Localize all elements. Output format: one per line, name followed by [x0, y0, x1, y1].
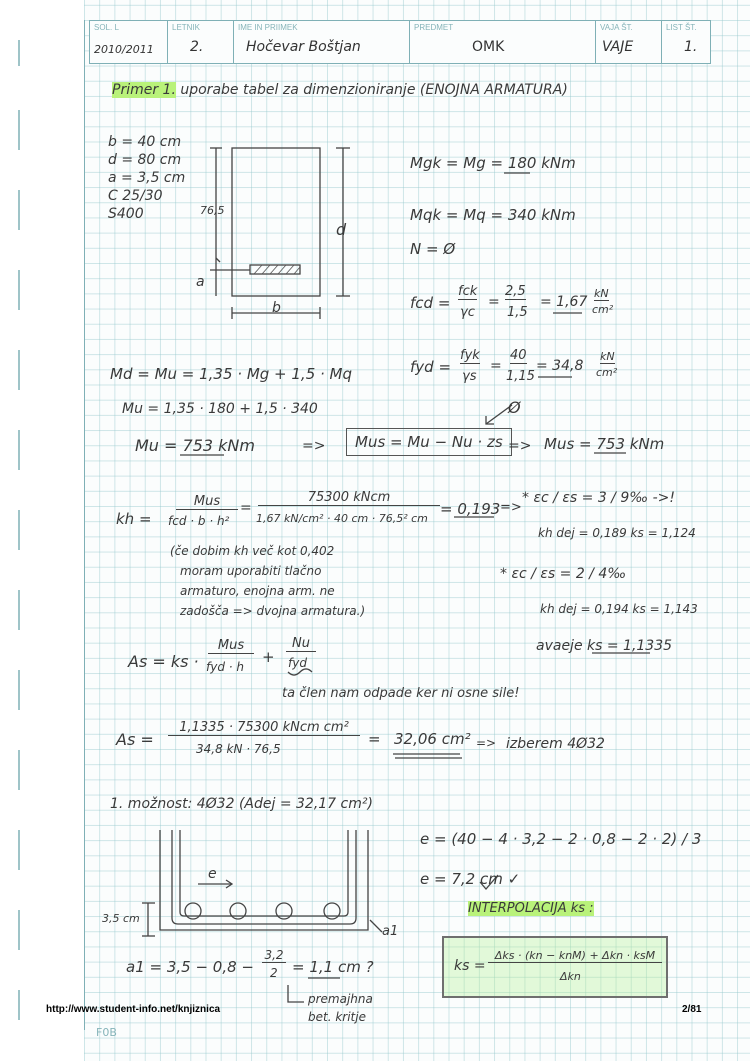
- fcd-lhs: fcd =: [410, 294, 451, 312]
- mu-calc: Mu = 1,35 · 180 + 1,5 · 340: [122, 401, 318, 417]
- header-letnik-value: 2.: [190, 39, 204, 55]
- spacing-e-label: e: [208, 866, 217, 882]
- dim-a-label: a: [196, 274, 205, 290]
- a1-note-2: bet. kritje: [308, 1010, 366, 1024]
- interp-formula-box: [442, 936, 668, 998]
- as-num2: Nu: [286, 636, 316, 652]
- mu-result: Mu = 753 kNm: [135, 436, 255, 455]
- as-den: fyd · h: [206, 660, 244, 674]
- note-line-4: zadošča => dvojna armatura.): [180, 604, 366, 618]
- as-calc-num: 1,1335 · 75300 kNcm cm²: [168, 720, 360, 736]
- footer-url[interactable]: http://www.student-info.net/knjiznica: [46, 1004, 221, 1015]
- fcd-num1: fck: [458, 284, 478, 299]
- header-ime-value: Hočevar Boštjan: [246, 39, 361, 55]
- given-steel: S400: [108, 206, 144, 222]
- interp-note-4: kh dej = 0,194 ks = 1,143: [540, 602, 698, 616]
- mus-result: Mus = 753 kNm: [544, 435, 665, 453]
- interp-title-text: INTERPOLACIJA ks :: [468, 901, 594, 916]
- dim-b-label: b: [272, 300, 281, 316]
- interp-note-2: kh dej = 0,189 ks = 1,124: [538, 526, 696, 540]
- kh-den2: 1,67 kN/cm² · 40 cm · 76,5² cm: [256, 512, 428, 525]
- header-vaja-label: VAJA ŠT.: [600, 23, 633, 32]
- interp-note-3: * εc / εs = 2 / 4‰: [500, 566, 627, 582]
- fcd-num2: 2,5: [505, 284, 526, 299]
- title-rest: uporabe tabel za dimenzioniranje (ENOJNA ARMATURA): [180, 82, 568, 98]
- arrow-1: =>: [302, 438, 326, 454]
- kh-num2: 75300 kNcm: [258, 490, 440, 506]
- given-d: d = 80 cm: [108, 152, 182, 168]
- as-plus: +: [262, 648, 275, 666]
- interp-num: Δks · (kn − knM) + Δkn · ksM: [488, 949, 662, 963]
- load-mgk: Mgk = Mg = 180 kNm: [410, 154, 576, 172]
- fcd-unit-den: cm²: [592, 303, 614, 316]
- fyd-den2: 1,15: [506, 369, 535, 384]
- as-calc-arrow: =>: [476, 736, 497, 750]
- fyd-eq: =: [490, 358, 502, 374]
- fcd-den2: 1,5: [507, 305, 528, 320]
- fcd-result: = 1,67: [540, 294, 588, 310]
- note-line-1: (če dobim kh več kot 0,402: [170, 544, 335, 558]
- as-lhs: As = ks ·: [128, 652, 199, 671]
- zero-mark: Ø: [508, 398, 521, 417]
- fyd-lhs: fyd =: [410, 358, 452, 376]
- given-a: a = 3,5 cm: [108, 170, 186, 186]
- corner-mark: F0B: [96, 1026, 117, 1039]
- kh-den: fcd · b · h²: [168, 514, 230, 528]
- e-result: e = 7,2 cm ✓: [420, 870, 521, 888]
- fcd-den1: γc: [460, 305, 475, 320]
- interp-note-5: avaeje ks = 1,1335: [536, 638, 673, 654]
- option-line: 1. možnost: 4Ø32 (Adej = 32,17 cm²): [110, 796, 373, 812]
- header-predmet-value: OMK: [472, 39, 505, 55]
- kh-lhs: kh =: [116, 510, 152, 528]
- interp-lhs: ks =: [454, 958, 486, 974]
- a1-result: = 1,1 cm ?: [292, 958, 374, 976]
- note-line-2: moram uporabiti tlačno: [180, 564, 322, 578]
- a1-label: a1: [382, 924, 399, 939]
- dim-d-label: d: [336, 220, 347, 239]
- title-highlight: Primer 1.: [112, 82, 176, 98]
- as-calc-lhs: As =: [116, 730, 154, 749]
- fyd-unit-num: kN: [600, 350, 615, 363]
- load-n: N = Ø: [410, 240, 456, 258]
- mus-formula-box: Mus = Mu − Nu · zs: [346, 428, 512, 456]
- a1-lhs: a1 = 3,5 − 0,8 −: [126, 958, 254, 976]
- md-line: Md = Mu = 1,35 · Mg + 1,5 · Mq: [110, 365, 353, 383]
- header-sol-label: SOL. L: [94, 23, 119, 32]
- header-letnik-label: LETNIK: [172, 23, 201, 32]
- header-sol-value: 2010/2011: [94, 43, 154, 56]
- given-concrete: C 25/30: [108, 188, 163, 204]
- interp-den: Δkn: [560, 970, 581, 983]
- fyd-num1: fyk: [460, 348, 480, 363]
- header-predmet-label: PREDMET: [414, 23, 454, 32]
- dim-h-label: 76,5: [200, 204, 225, 217]
- interp-note-1: * εc / εs = 3 / 9‰ ->!: [522, 490, 676, 506]
- a1-num: 3,2: [262, 948, 286, 963]
- header-list-value: 1.: [684, 39, 698, 55]
- header-list-label: LIST ŠT.: [666, 23, 697, 32]
- header-vaja-value: VAJE: [602, 39, 634, 55]
- given-b: b = 40 cm: [108, 134, 182, 150]
- as-num: Mus: [208, 638, 254, 654]
- kh-result: = 0,193: [440, 500, 501, 518]
- interp-title: [464, 900, 598, 917]
- as-den2: fyd: [288, 656, 307, 670]
- load-mqk: Mqk = Mq = 340 kNm: [410, 206, 576, 224]
- as-calc-choice: izberem 4Ø32: [506, 736, 605, 752]
- a1-den: 2: [270, 966, 278, 980]
- e-calc: e = (40 − 4 · 3,2 − 2 · 0,8 − 2 · 2) / 3: [420, 830, 702, 848]
- kh-eq: =: [240, 500, 252, 516]
- as-calc-eq: =: [368, 730, 381, 748]
- kh-arrow: =>: [500, 500, 522, 515]
- fyd-den1: γs: [462, 369, 477, 384]
- a1-note-1: premajhna: [308, 992, 373, 1006]
- header-ime-label: IME IN PRIIMEK: [238, 23, 298, 32]
- as-calc-den: 34,8 kN · 76,5: [196, 742, 281, 756]
- fyd-unit-den: cm²: [596, 366, 618, 379]
- fyd-result: = 34,8: [536, 358, 584, 374]
- fyd-num2: 40: [510, 348, 527, 363]
- fcd-eq: =: [488, 294, 500, 310]
- as-calc-result: 32,06 cm²: [394, 730, 471, 748]
- kh-num: Mus: [176, 494, 238, 510]
- arrow-2: =>: [508, 438, 532, 454]
- note-line-3: armaturo, enojna arm. ne: [180, 584, 335, 598]
- dim-35-label: 3,5 cm: [102, 912, 140, 925]
- as-note: ta člen nam odpade ker ni osne sile!: [282, 686, 520, 701]
- footer-page-number: 2/81: [682, 1004, 702, 1015]
- fcd-unit-num: kN: [594, 287, 609, 300]
